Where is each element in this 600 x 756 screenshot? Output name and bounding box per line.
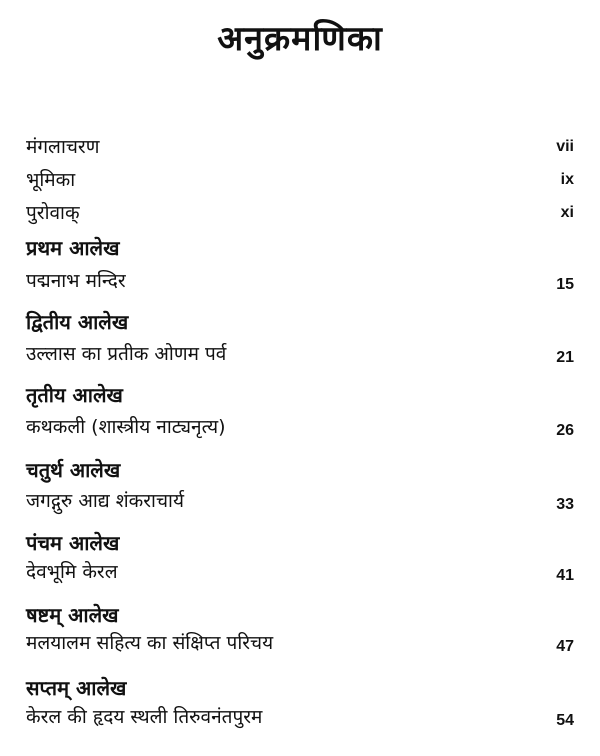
toc-entry-label: मंगलाचरण: [26, 136, 100, 158]
chapter-heading: तृतीय आलेख: [26, 383, 123, 407]
toc-entry: [26, 165, 574, 195]
toc-entry-page: vii: [556, 138, 574, 155]
toc-entry: [26, 339, 574, 369]
chapter-heading: प्रथम आलेख: [26, 236, 120, 260]
toc-entry-page: ix: [560, 171, 574, 188]
toc-entry: [26, 412, 574, 442]
chapter-heading: चतुर्थ आलेख: [26, 458, 121, 482]
toc-entry: [26, 557, 574, 587]
toc-entry-label: केरल की हृदय स्थली तिरुवनंतपुरम: [26, 706, 263, 728]
toc-entry-page: 54: [556, 712, 574, 729]
chapter-heading: षष्टम् आलेख: [26, 603, 119, 627]
page-title: अनुक्रमणिका: [217, 19, 383, 59]
toc-entry-label: भूमिका: [26, 169, 76, 191]
toc-entry: [26, 486, 574, 516]
toc-entry-page: xi: [560, 204, 574, 221]
toc-entry-label: पद्मनाभ मन्दिर: [26, 270, 126, 292]
chapter-heading: सप्तम् आलेख: [26, 676, 127, 700]
toc-entry-page: 41: [556, 567, 574, 584]
toc-entry-label: मलयालम सहित्य का संक्षिप्त परिचय: [26, 632, 274, 654]
toc-entry-page: 33: [556, 496, 574, 513]
chapter-heading: पंचम आलेख: [26, 531, 120, 555]
toc-entry: [26, 702, 574, 732]
toc-entry-page: 21: [556, 349, 574, 366]
toc-entry-label: उल्लास का प्रतीक ओणम पर्व: [26, 343, 227, 365]
toc-entry-page: 26: [556, 422, 574, 439]
toc-entry-label: पुरोवाक्: [26, 202, 80, 224]
toc-entry: [26, 628, 574, 658]
toc-entry: [26, 266, 574, 296]
toc-entry-page: 47: [556, 638, 574, 655]
toc-entry-label: देवभूमि केरल: [26, 561, 118, 583]
toc-entry-page: 15: [556, 276, 574, 293]
toc-entry-label: कथकली (शास्त्रीय नाट्यनृत्य): [26, 416, 226, 438]
toc-entry-label: जगद्गुरु आद्य शंकराचार्य: [26, 490, 184, 512]
toc-entry: [26, 132, 574, 162]
chapter-heading: द्वितीय आलेख: [26, 310, 129, 334]
toc-entry: [26, 198, 574, 228]
